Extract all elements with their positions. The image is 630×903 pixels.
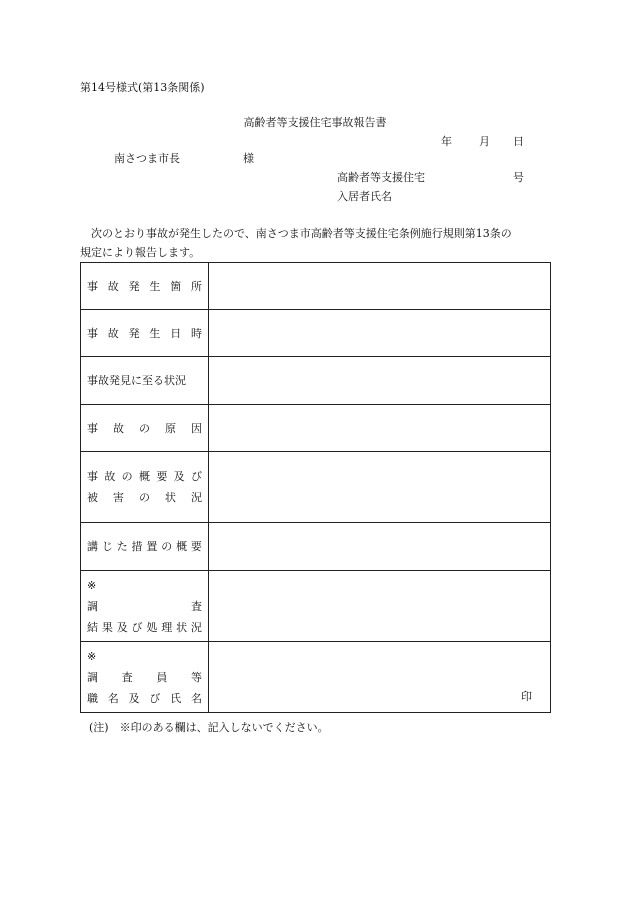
row-label-char: 理: [161, 620, 173, 634]
accident-datetime-row: [81, 310, 551, 357]
row-label-char: 況: [190, 620, 202, 634]
row-label-char: 生: [149, 279, 161, 293]
row-label-char: び: [149, 691, 161, 705]
footnote: (注) ※印のある欄は、記入しないでください。: [89, 721, 329, 734]
body-text: [80, 224, 550, 262]
accident-summary-row: [81, 452, 551, 523]
row-label-char: 調: [87, 670, 98, 684]
report-table: [80, 262, 551, 713]
row-label-line: [87, 693, 202, 704]
row-value-cell[interactable]: [209, 405, 551, 452]
row-value-cell[interactable]: [209, 263, 551, 310]
row-label-char: 事故発見に至る状況: [87, 374, 186, 387]
addressee-honorific: 様: [243, 152, 254, 165]
row-label-char: 調: [87, 599, 98, 613]
row-label-line: [87, 492, 202, 503]
row-label: [81, 523, 209, 571]
row-label-char: 因: [191, 421, 202, 435]
row-label-line: [87, 375, 202, 386]
row-label-char: 事: [87, 470, 98, 483]
row-label-char: 講: [87, 540, 98, 553]
row-label-char: 所: [190, 279, 202, 293]
row-label-char: 故: [104, 470, 116, 483]
discovery-circumstances-row: [81, 357, 551, 405]
body-line-2: 規定により報告します。: [80, 246, 201, 259]
accident-cause-row: [81, 405, 551, 452]
date-day-label: 日: [513, 135, 524, 148]
row-label-char: 箇: [170, 279, 182, 293]
row-label-line: [87, 651, 202, 662]
body-line-1: 次のとおり事故が発生したので、南さつま市高齢者等支援住宅条例施行規則第13条の: [91, 227, 512, 240]
row-value-cell[interactable]: [209, 571, 551, 642]
row-label-char: び: [131, 620, 143, 634]
row-label: [81, 642, 209, 713]
row-label: [81, 310, 209, 357]
row-label-line: [87, 580, 202, 591]
row-label-char: 名: [190, 691, 202, 705]
resident-name-label: 入居者氏名: [337, 190, 392, 203]
housing-number-suffix: 号: [513, 171, 524, 184]
row-label-char: 状: [176, 620, 188, 634]
row-label-char: 概: [138, 470, 150, 483]
row-label-char: 果: [101, 620, 113, 634]
row-label-char: 状: [165, 491, 176, 504]
row-label-char: の: [121, 470, 133, 483]
row-label-char: た: [116, 540, 128, 553]
date-month-label: 月: [479, 135, 490, 148]
row-label-char: ※: [87, 578, 97, 592]
row-label: [81, 405, 209, 452]
row-label-char: 要: [190, 540, 202, 553]
investigation-result-row: [81, 571, 551, 642]
row-label-char: 及: [128, 691, 140, 705]
row-label-char: 事: [87, 421, 98, 435]
row-label-line: [87, 672, 202, 683]
row-value-cell[interactable]: [209, 357, 551, 405]
row-label: [81, 357, 209, 405]
row-label-char: び: [190, 470, 202, 483]
row-label-char: 故: [107, 279, 119, 293]
row-label-char: じ: [101, 540, 113, 553]
row-label-line: [87, 281, 202, 292]
row-value-cell[interactable]: [209, 310, 551, 357]
row-label-char: 日: [170, 326, 182, 340]
row-label-char: 査: [191, 599, 202, 613]
row-label-char: ※: [87, 649, 97, 663]
row-label-char: 発: [128, 326, 140, 340]
row-label: [81, 263, 209, 310]
housing-label: 高齢者等支援住宅: [337, 171, 425, 184]
row-label-char: 員: [156, 670, 168, 684]
row-label-line: [87, 328, 202, 339]
measures-taken-row: [81, 523, 551, 571]
row-label-char: 及: [173, 470, 185, 483]
row-label-line: [87, 622, 202, 633]
row-label-char: 況: [191, 491, 202, 504]
row-label-char: 害: [113, 491, 124, 504]
row-label-char: 処: [146, 620, 158, 634]
row-label-char: 概: [176, 540, 188, 553]
row-label-char: 査: [121, 670, 133, 684]
row-label-char: 発: [128, 279, 140, 293]
row-label-char: 等: [190, 670, 202, 684]
row-label-char: 故: [107, 326, 119, 340]
row-label-char: 職: [87, 691, 98, 705]
row-label-char: 時: [190, 326, 202, 340]
row-label-char: 置: [146, 540, 158, 553]
row-label-char: 故: [113, 421, 124, 435]
row-label-line: [87, 601, 202, 612]
row-label-char: 名: [107, 691, 119, 705]
form-number: 第14号様式(第13条関係): [80, 81, 205, 94]
row-label-line: [87, 471, 202, 482]
row-label-line: [87, 423, 202, 434]
row-label-char: 被: [87, 491, 98, 504]
row-label: [81, 571, 209, 642]
investigator-row: [81, 642, 551, 713]
row-label-char: 原: [165, 421, 176, 435]
row-label-char: 氏: [170, 691, 182, 705]
row-label-char: 生: [149, 326, 161, 340]
document-title: 高齢者等支援住宅事故報告書: [243, 116, 387, 129]
row-value-cell[interactable]: [209, 452, 551, 523]
row-label-char: 事: [87, 326, 98, 340]
row-label-char: 事: [87, 279, 98, 293]
row-label-char: 要: [156, 470, 168, 483]
row-label-char: の: [139, 491, 150, 504]
row-value-cell[interactable]: [209, 523, 551, 571]
row-label-char: 措: [131, 540, 143, 553]
row-label: [81, 452, 209, 523]
row-label-line: [87, 541, 202, 552]
row-label-char: の: [161, 540, 173, 553]
row-label-char: の: [139, 421, 150, 435]
row-label-char: 結: [87, 620, 98, 634]
seal-mark: 印: [521, 690, 532, 703]
addressee-name: 南さつま市長: [114, 152, 180, 165]
row-label-char: 及: [116, 620, 128, 634]
row-value-cell[interactable]: [209, 642, 551, 713]
date-year-label: 年: [441, 135, 452, 148]
accident-location-row: [81, 263, 551, 310]
